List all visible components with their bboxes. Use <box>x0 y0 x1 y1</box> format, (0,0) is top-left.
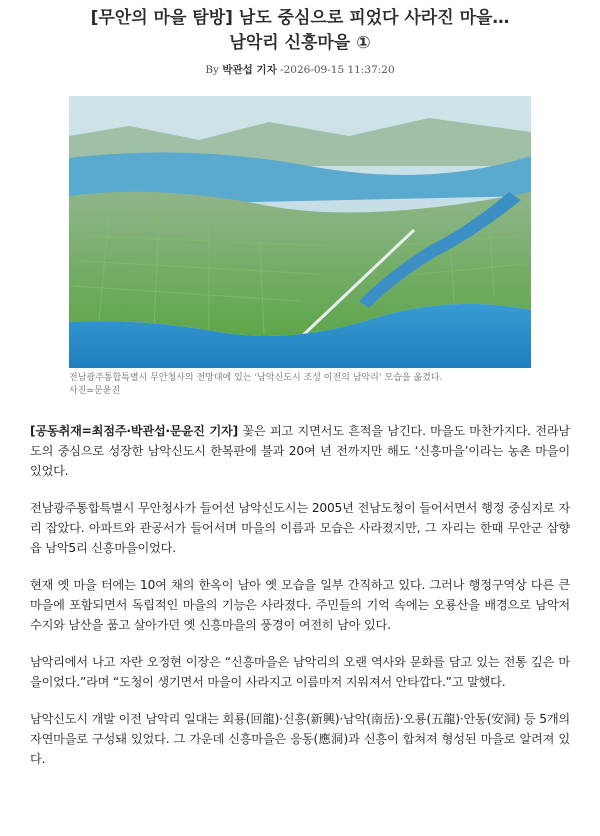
paragraph-5: 남악신도시 개발 이전 남악리 일대는 회룡(回龍)·신흥(新興)·남악(南岳)·오룡(五龍)·안동(安洞) 등 5개의 자연마을로 구성돼 있었다. 그 가운데 신흥마을은 응동(應洞)과 신흥이 합쳐져 형성된 마을로 알려져 있다. <box>30 712 570 766</box>
photo-credit: 사진=문윤진 <box>69 386 121 396</box>
aerial-photo <box>69 96 531 368</box>
photo-caption-text: 전남광주통합특별시 무안청사의 전망대에 있는 ‘남악신도시 조성 이전의 남악리’ 모습을 옮겼다. <box>69 373 443 383</box>
title-line-1: [무안의 마을 탐방] 남도 중심으로 피었다 사라진 마을… <box>90 8 510 28</box>
paragraph-2: 전남광주통합특별시 무안청사가 들어선 남악신도시는 2005년 전남도청이 들어서면서 행정 중심지로 자리 잡았다. 아파트와 관공서가 들어서며 마을의 이름과 모습은 사라졌지만, 그 자리는 한때 무안군 삼향읍 남악5리 신흥마을이었다. <box>30 501 570 555</box>
aerial-landscape-image <box>69 96 531 368</box>
photo-caption <box>69 372 531 398</box>
byline-prefix: By <box>205 64 219 76</box>
article-title <box>0 0 600 56</box>
paragraph-1 <box>30 421 570 481</box>
title-line-2: 남악리 신흥마을 ① <box>229 33 371 53</box>
byline <box>0 62 600 77</box>
reporter-credit: [공동취재=최점주·박관섭·문윤진 기자] <box>30 424 238 438</box>
paragraph-3: 현재 옛 마을 터에는 10여 채의 한옥이 남아 옛 모습을 일부 간직하고 있다. 그러나 행정구역상 다른 큰 마을에 포함되면서 독립적인 마을의 기능은 사라졌다. 주민들의 기억 속에는 오룡산을 배경으로 남악저수지와 남산을 품고 살아가던 옛 신흥마을의 풍경이 여전히 남아 있다. <box>30 578 570 632</box>
paragraph-1-text: 꽃은 피고 지면서도 흔적을 남긴다. 마을도 마찬가지다. 전라남도의 중심으로 성장한 남악신도시 한복판에 불과 20여 년 전까지만 해도 ‘신흥마을’이라는 농촌 마을이 있었다. <box>30 424 570 478</box>
byline-author[interactable]: 박관섭 기자 <box>222 64 277 76</box>
byline-timestamp: -2026-09-15 11:37:20 <box>280 64 395 76</box>
article-body <box>0 421 600 769</box>
paragraph-4: 남악리에서 나고 자란 오정현 이장은 “신흥마을은 남악리의 오랜 역사와 문화를 담고 있는 전통 깊은 마을이었다.”라며 “도청이 생기면서 마을이 사라지고 이름마저 지워져서 안타깝다.”고 말했다. <box>30 655 570 689</box>
